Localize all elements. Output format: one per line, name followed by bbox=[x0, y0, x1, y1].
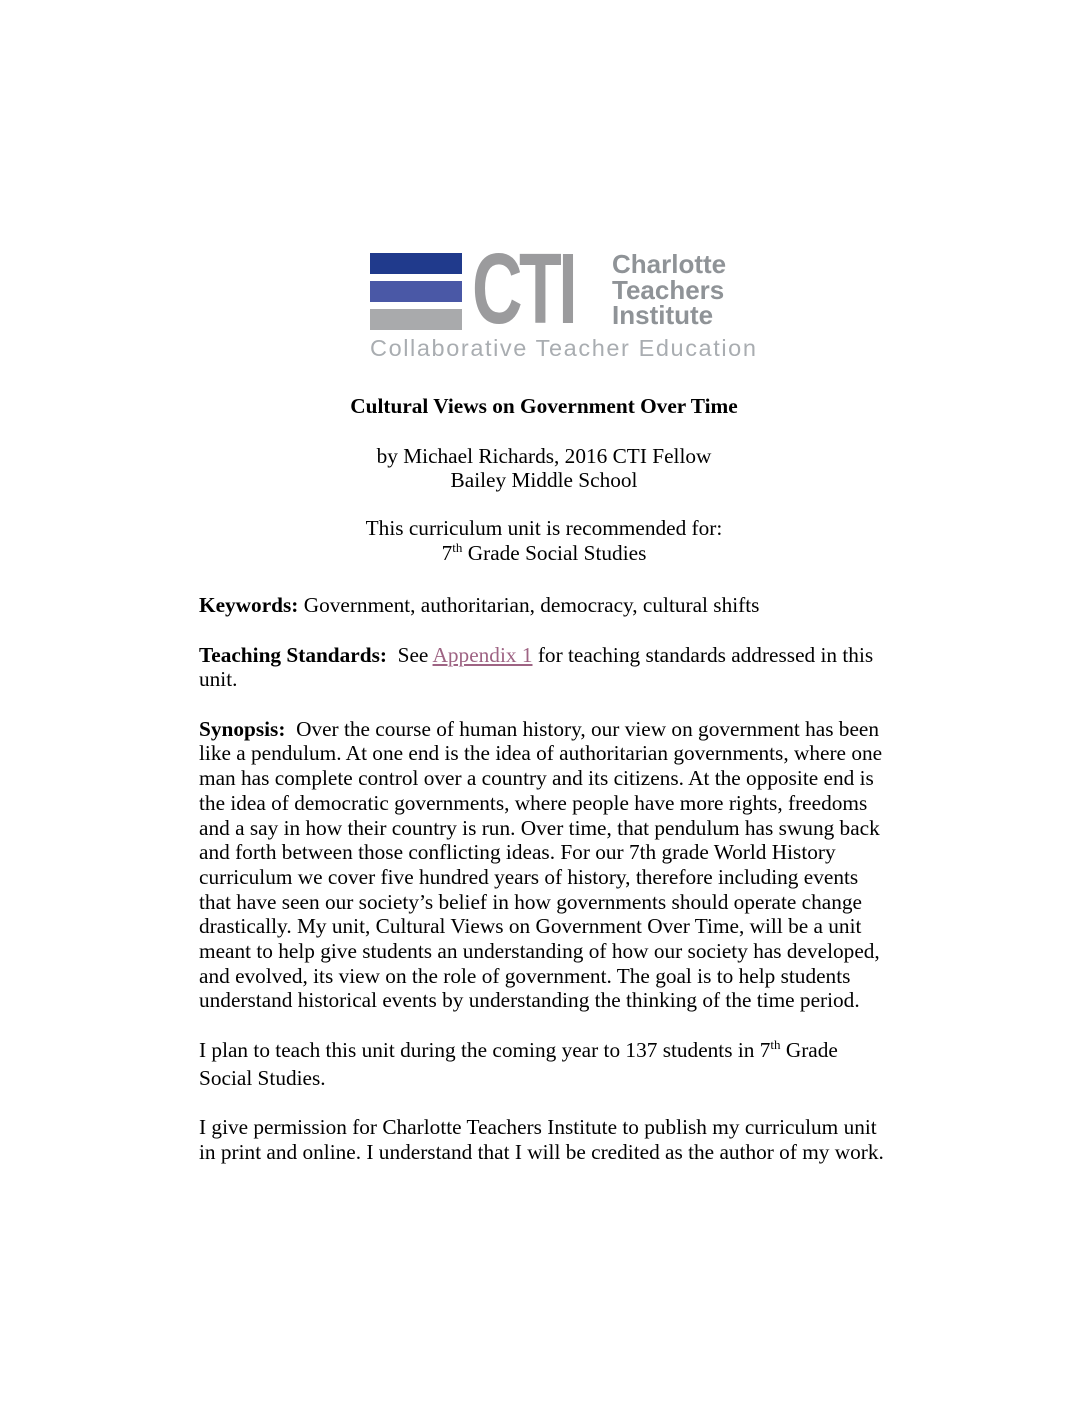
permission-paragraph: I give permission for Charlotte Teachers Institute to publish my curriculum unit in print and online. I understand that I will be credited as the author of my work. bbox=[199, 1114, 884, 1164]
recommended-intro: This curriculum unit is recommended for: bbox=[365, 516, 723, 541]
cti-acronym bbox=[472, 233, 608, 345]
recommended-block bbox=[199, 516, 889, 568]
plan-text-start: I plan to teach this unit during the coming year to 137 students in 7 bbox=[199, 1037, 771, 1062]
synopsis-label: Synopsis: bbox=[199, 716, 286, 741]
cti-acronym-text: CTI bbox=[472, 233, 575, 345]
grade-number: 7 bbox=[441, 540, 453, 565]
unit-title: Cultural Views on Government Over Time bbox=[350, 394, 738, 418]
cti-name bbox=[612, 249, 727, 330]
teaching-standards-label: Teaching Standards: bbox=[199, 642, 387, 667]
appendix-1-link[interactable]: Appendix 1 bbox=[432, 642, 533, 667]
keywords-label: Keywords: bbox=[199, 593, 299, 618]
cti-logo bbox=[370, 233, 758, 361]
school-name: Bailey Middle School bbox=[450, 468, 638, 493]
keywords-value: Government, authoritarian, democracy, cultural shifts bbox=[298, 593, 760, 618]
cti-name-line-1: Charlotte bbox=[612, 249, 727, 279]
grade-text: Grade Social Studies bbox=[462, 540, 647, 565]
logo-bars bbox=[370, 253, 462, 330]
keywords-paragraph bbox=[199, 593, 889, 618]
cti-name-line-3: Institute bbox=[612, 300, 714, 330]
teaching-standards-post-link: for teaching standards addressed in this unit. bbox=[199, 642, 879, 692]
cti-tagline: Collaborative Teacher Education bbox=[370, 335, 758, 361]
synopsis-paragraph bbox=[199, 717, 889, 1013]
teaching-standards-paragraph bbox=[199, 643, 889, 692]
cti-name-line-2: Teachers bbox=[612, 274, 725, 305]
teaching-standards-pre-link: See bbox=[386, 642, 433, 667]
grade-superscript: th bbox=[452, 539, 463, 555]
logo-bar-dark-blue bbox=[370, 253, 462, 274]
byline-block bbox=[199, 444, 889, 493]
cti-logo-top bbox=[370, 233, 727, 345]
logo-bar-gray bbox=[370, 309, 462, 330]
plan-grade-superscript: th bbox=[770, 1036, 781, 1052]
logo-bar-medium-blue bbox=[370, 281, 462, 302]
author-byline: by Michael Richards, 2016 CTI Fellow bbox=[376, 443, 712, 468]
recommended-grade bbox=[199, 541, 889, 569]
synopsis-text: Over the course of human history, our view on government has been like a pendulum. At one end is the idea of authoritarian governments, where one man has complete control over a country and its citizens. At the opposite end is the idea of democratic governments, where people have more rights, freedoms and a say in how their country is run. Over time, that pendulum has swung back and forth between those conflicting ideas. For our 7th grade World History curriculum we cover five hundred years of history, therefore including events that have seen our society’s belief in how governments should operate change drastically. My unit, Cultural Views on Government Over Time, will be a unit meant to help give students an understanding of how our society has developed, and evolved, its view on the role of government. The goal is to help students understand historical events by understanding the thinking of the time period. bbox=[199, 716, 888, 1013]
plan-paragraph bbox=[199, 1038, 889, 1090]
plan-text-end: Grade Social Studies. bbox=[199, 1037, 844, 1090]
